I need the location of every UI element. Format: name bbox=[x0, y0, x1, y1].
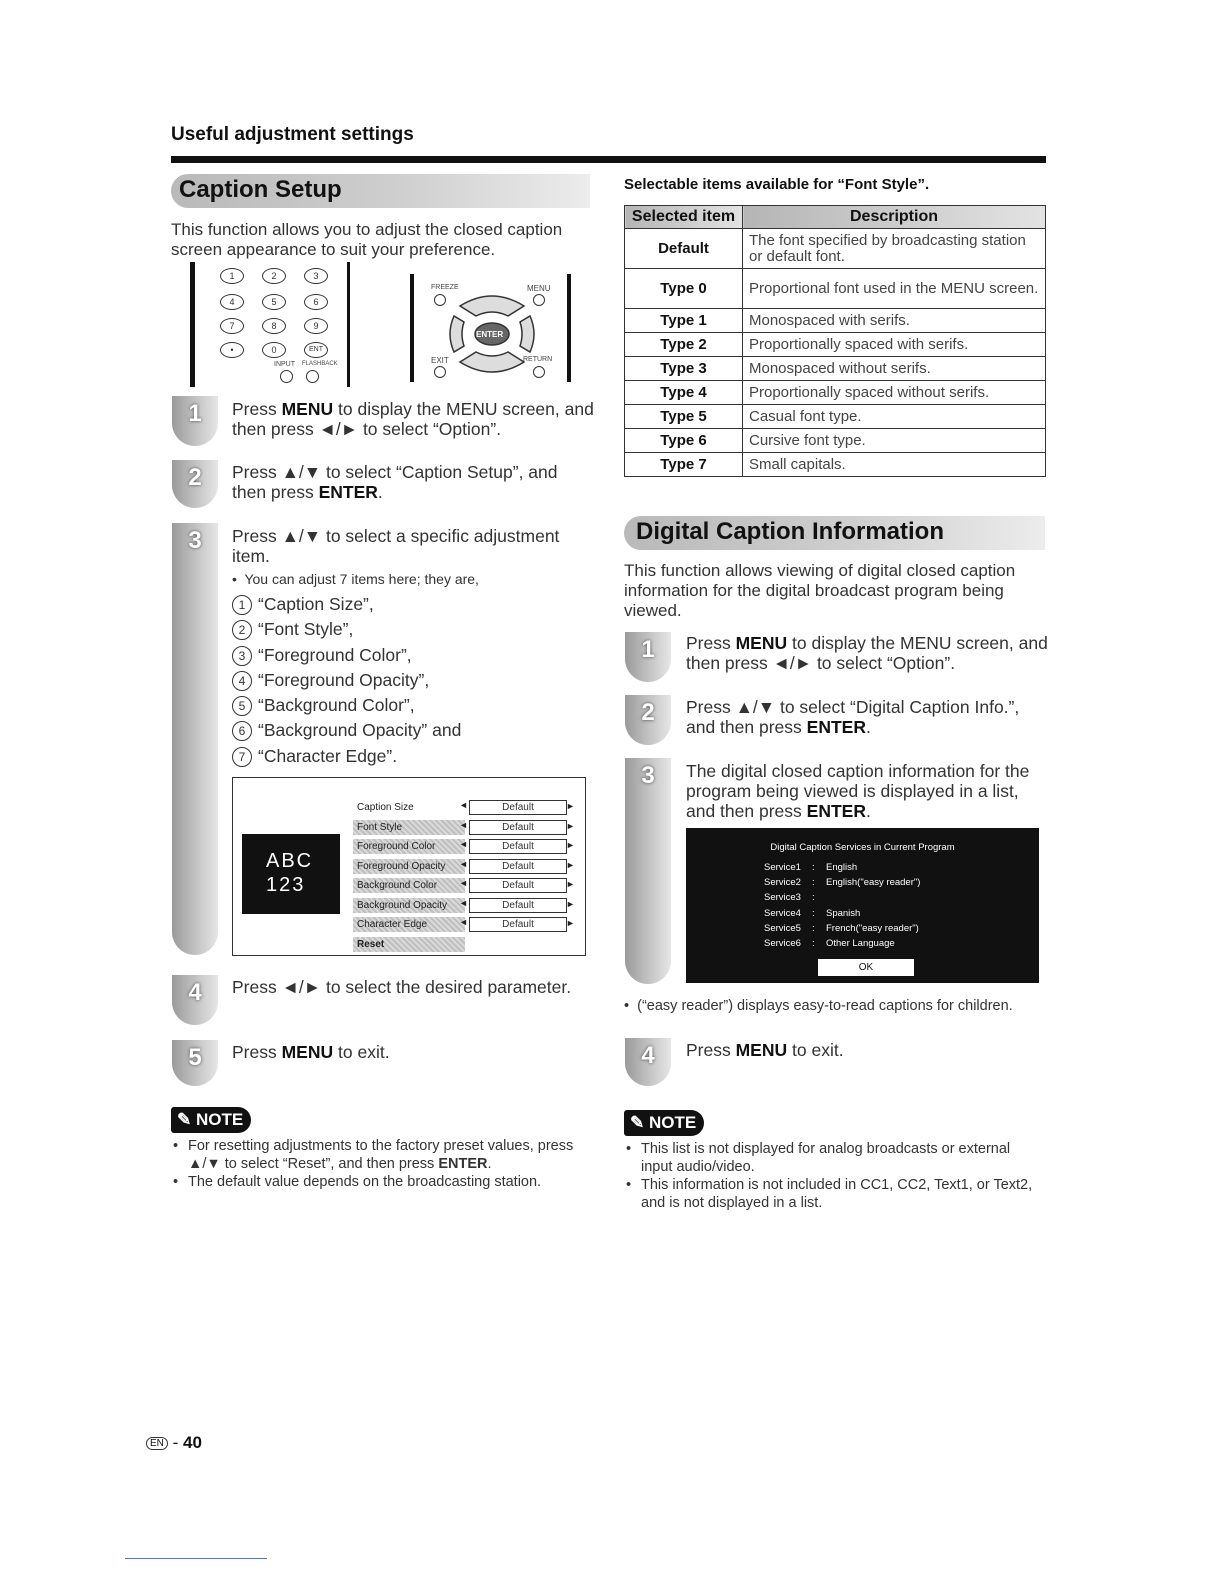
page-number: 40 bbox=[183, 1433, 202, 1452]
menu-row-foreground-opacity[interactable]: Foreground Opacity ◄ Default ► bbox=[351, 857, 577, 874]
remote-numpad-illustration bbox=[190, 262, 350, 390]
remote-key-8: 8 bbox=[262, 318, 286, 334]
right-arrow-icon: ► bbox=[566, 801, 575, 811]
menu-row-character-edge[interactable]: Character Edge ◄ Default ► bbox=[351, 915, 577, 932]
service-row: Service1 : English bbox=[764, 862, 858, 873]
right-arrow-icon: ► bbox=[566, 859, 575, 870]
remote-key-4: 4 bbox=[220, 294, 244, 310]
menu-row-reset[interactable]: Reset bbox=[351, 935, 577, 952]
dc-step-badge-4: 4 bbox=[625, 1038, 671, 1086]
easy-reader-bullet: • (“easy reader”) displays easy-to-read captions for children. bbox=[624, 998, 1013, 1014]
table-row: Type 6 Cursive font type. bbox=[625, 429, 1046, 453]
return-button-icon bbox=[533, 366, 545, 378]
enter-label: ENTER bbox=[476, 330, 504, 339]
right-arrow-icon: ► bbox=[566, 820, 575, 831]
dc-step-1-text: Press MENU to display the MENU screen, and then press ◄/► to select “Option”. bbox=[686, 633, 1048, 673]
step-5-text: Press MENU to exit. bbox=[232, 1042, 390, 1062]
digital-caption-intro: This function allows viewing of digital closed caption information for the digital broadcast program being viewed. bbox=[624, 561, 1016, 620]
dc-step-badge-1: 1 bbox=[625, 632, 671, 682]
header-rule bbox=[171, 156, 1046, 163]
section-header: Useful adjustment settings bbox=[171, 124, 414, 145]
note-badge-left: ✎ NOTE bbox=[171, 1107, 251, 1133]
right-arrow-icon: ► bbox=[566, 898, 575, 909]
flashback-button-icon bbox=[306, 370, 319, 383]
dc-step-2-text: Press ▲/▼ to select “Digital Caption Info.”, and then press ENTER. bbox=[686, 697, 1020, 737]
list-item: 1 “Caption Size”, bbox=[232, 594, 461, 619]
left-arrow-icon: ◄ bbox=[459, 878, 468, 888]
panel-title: Digital Caption Services in Current Program bbox=[770, 842, 955, 853]
dc-step-4-text: Press MENU to exit. bbox=[686, 1040, 844, 1060]
table-row: Type 5 Casual font type. bbox=[625, 405, 1046, 429]
menu-row-background-color[interactable]: Background Color ◄ Default ► bbox=[351, 876, 577, 893]
note-right-text bbox=[624, 1140, 1039, 1212]
table-row: Default The font specified by broadcasting station or default font. bbox=[625, 229, 1046, 269]
note-item: • This information is not included in CC1, CC2, Text1, or Text2, and is not displayed in a list. bbox=[624, 1176, 1039, 1212]
step-badge-2: 2 bbox=[172, 460, 218, 508]
step-badge-3: 3 bbox=[172, 523, 218, 955]
adjustment-items-list bbox=[232, 594, 461, 771]
remote-key-dot: • bbox=[220, 342, 244, 358]
step-badge-1: 1 bbox=[172, 396, 218, 446]
dc-step-3-text: The digital closed caption information for the program being viewed is displayed in a list, and then press ENTER. bbox=[686, 761, 1030, 821]
step-3-text: Press ▲/▼ to select a specific adjustment item. bbox=[232, 526, 560, 566]
ok-button[interactable]: OK bbox=[818, 959, 914, 976]
dc-step-badge-2: 2 bbox=[625, 695, 671, 745]
font-style-table bbox=[624, 205, 1046, 477]
service-row: Service2 : English("easy reader") bbox=[764, 877, 921, 889]
caption-setup-banner bbox=[171, 174, 590, 208]
menu-row-font-style[interactable]: Font Style ◄ Default ► bbox=[351, 818, 577, 835]
right-arrow-icon: ► bbox=[566, 879, 575, 889]
input-label: INPUT bbox=[274, 361, 295, 368]
digital-caption-panel bbox=[686, 828, 1039, 983]
input-button-icon bbox=[280, 370, 293, 383]
page-footer: EN - 40 bbox=[146, 1433, 202, 1453]
caption-setup-intro: This function allows you to adjust the closed caption screen appearance to suit your preference. bbox=[171, 220, 563, 259]
footnote-rule bbox=[125, 1558, 267, 1559]
table-row: Type 4 Proportionally spaced without serifs. bbox=[625, 381, 1046, 405]
font-style-table-title: Selectable items available for “Font Style”. bbox=[624, 176, 930, 193]
note-badge-right: ✎ NOTE bbox=[624, 1110, 704, 1136]
note-item: • The default value depends on the broadcasting station. bbox=[171, 1173, 591, 1191]
note-left-text bbox=[171, 1137, 591, 1191]
list-item: 6 “Background Opacity” and bbox=[232, 720, 461, 745]
remote-key-ent: ENT bbox=[304, 342, 328, 358]
caption-menu bbox=[351, 798, 579, 954]
dc-step-badge-3: 3 bbox=[625, 758, 671, 984]
table-row: Type 7 Small capitals. bbox=[625, 453, 1046, 477]
step-badge-4: 4 bbox=[172, 975, 218, 1025]
list-item: 4 “Foreground Opacity”, bbox=[232, 670, 461, 695]
left-arrow-icon: ◄ bbox=[459, 858, 468, 869]
caption-sample-123: 123 bbox=[266, 874, 306, 896]
services-list bbox=[764, 862, 1024, 953]
menu-row-background-opacity[interactable]: Background Opacity ◄ Default ► bbox=[351, 896, 577, 913]
table-row: Type 0 Proportional font used in the MENU screen. bbox=[625, 269, 1046, 309]
list-item: 7 “Character Edge”. bbox=[232, 746, 461, 771]
remote-key-2: 2 bbox=[262, 268, 286, 284]
list-item: 5 “Background Color”, bbox=[232, 695, 461, 720]
freeze-label: FREEZE bbox=[431, 284, 459, 291]
remote-key-0: 0 bbox=[262, 342, 286, 358]
menu-row-caption-size[interactable]: Caption Size ◄ Default ► bbox=[357, 800, 575, 813]
left-arrow-icon: ◄ bbox=[459, 800, 468, 810]
table-row: Type 2 Proportionally spaced with serifs. bbox=[625, 333, 1046, 357]
right-arrow-icon: ► bbox=[566, 840, 575, 850]
right-arrow-icon: ► bbox=[566, 918, 575, 928]
service-row: Service5 : French("easy reader") bbox=[764, 922, 919, 934]
remote-key-9: 9 bbox=[304, 318, 328, 334]
remote-key-6: 6 bbox=[304, 294, 328, 310]
caption-sample-box bbox=[242, 834, 340, 914]
freeze-button-icon bbox=[434, 294, 446, 306]
service-row: Service6 : Other Language bbox=[764, 937, 895, 949]
remote-dpad-illustration bbox=[410, 274, 572, 386]
table-row: Type 3 Monospaced without serifs. bbox=[625, 357, 1046, 381]
caption-setup-preview bbox=[232, 777, 586, 956]
note-item: • This list is not displayed for analog broadcasts or external input audio/video. bbox=[624, 1140, 1039, 1176]
header-selected-item: Selected item bbox=[625, 206, 743, 229]
pencil-icon: ✎ bbox=[630, 1113, 645, 1132]
step-3-bullet: • You can adjust 7 items here; they are, bbox=[232, 571, 479, 587]
menu-row-foreground-color[interactable]: Foreground Color ◄ Default ► bbox=[351, 837, 577, 854]
flashback-label: FLASHBACK bbox=[302, 361, 338, 367]
caption-sample-abc: ABC bbox=[266, 850, 314, 872]
remote-key-7: 7 bbox=[220, 318, 244, 334]
table-row: Type 1 Monospaced with serifs. bbox=[625, 309, 1046, 333]
step-4-text: Press ◄/► to select the desired parameter. bbox=[232, 977, 572, 997]
note-item: • For resetting adjustments to the factory preset values, press ▲/▼ to select “Reset”, and then press ENTER. bbox=[171, 1137, 591, 1173]
left-arrow-icon: ◄ bbox=[459, 839, 468, 849]
header-description: Description bbox=[743, 206, 1046, 229]
left-arrow-icon: ◄ bbox=[459, 917, 468, 927]
exit-label: EXIT bbox=[431, 356, 449, 365]
menu-label: MENU bbox=[527, 284, 551, 293]
step-2-text: Press ▲/▼ to select “Caption Setup”, and then press ENTER. bbox=[232, 462, 558, 502]
pencil-icon: ✎ bbox=[177, 1110, 192, 1129]
list-item: 2 “Font Style”, bbox=[232, 619, 461, 644]
step-1-text: Press MENU to display the MENU screen, and then press ◄/► to select “Option”. bbox=[232, 399, 594, 439]
remote-key-3: 3 bbox=[304, 268, 328, 284]
caption-setup-title: Caption Setup bbox=[179, 176, 342, 203]
digital-caption-title: Digital Caption Information bbox=[636, 518, 944, 545]
return-label: RETURN bbox=[523, 356, 553, 363]
step-badge-5: 5 bbox=[172, 1040, 218, 1086]
language-badge: EN bbox=[146, 1437, 168, 1450]
remote-key-1: 1 bbox=[220, 268, 244, 284]
left-arrow-icon: ◄ bbox=[459, 897, 468, 908]
service-row: Service4 : Spanish bbox=[764, 907, 861, 919]
remote-key-5: 5 bbox=[262, 294, 286, 310]
table-header-row bbox=[625, 206, 1046, 229]
service-row: Service3 : bbox=[764, 892, 815, 904]
exit-button-icon bbox=[434, 366, 446, 378]
list-item: 3 “Foreground Color”, bbox=[232, 645, 461, 670]
left-arrow-icon: ◄ bbox=[459, 819, 468, 830]
digital-caption-banner bbox=[624, 516, 1045, 550]
